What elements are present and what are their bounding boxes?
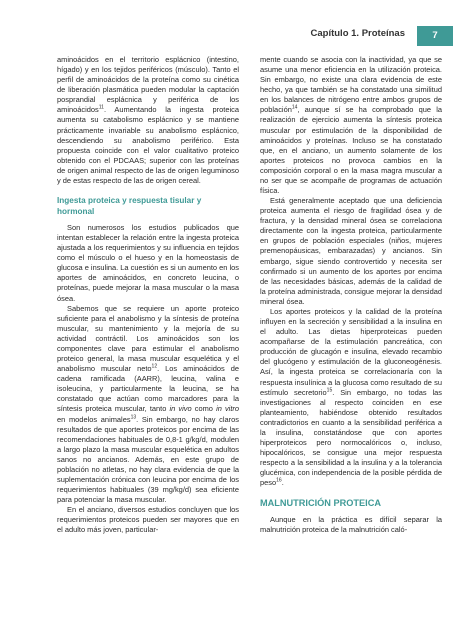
citation-ref: 11: [98, 104, 104, 111]
left-column: [57, 55, 239, 535]
paragraph: Sabemos que se requiere un aporte proteico suficiente para el anabolismo y la síntesis de proteína muscular, su mantenimiento y la mejoría de su actividad contráctil. Los aminoácidos son los componentes clave para estimular el anabolismo proteico general, la masa muscular esquelética y el anabolismo muscular neto$^{12}$. Los aminoácidos de cadena ramificada (AARR), leucina, valina e isoleucina, y particularmente la leucina, se ha constatado que actúan como marcadores para la síntesis proteica muscular, tanto in vivo como in vitro en modelos animales$^{13}$. Sin embargo, no hay claros resultados de que aportes proteicos por encima de las recomendaciones habituales de 0,8-1 g/kg/d, modulen a largo plazo la masa muscular esquelética en adultos sanos no ancianos. Además, en este grupo de población no atletas, no hay clara evidencia de que la suplementación crónica con leucina por encima de los requerimientos habituales (39 mg/kg/d) sea eficiente para potenciar la masa muscular.: [57, 303, 240, 505]
paragraph: Aunque en la práctica es difícil separar la malnutrición proteica de la malnutrición caló-: [260, 515, 442, 535]
page-number: 7: [417, 26, 453, 46]
section-heading: Ingesta proteica y respuesta tisular y hormonal: [57, 196, 202, 216]
citation-ref: 14: [291, 104, 298, 111]
citation-ref: 13: [130, 414, 137, 421]
paragraph: Los aportes proteicos y la calidad de la proteína influyen en la secreción y sensibilidad a la insulina en el adulto. Las dietas hiperproteicas pueden acompañarse de la estimulación pancreática, con producción de glucagón e insulina, elevado recambio del glucógeno y estimulación de la gluconeogénesis. Así, la ingesta proteica se correlacionaría con la respuesta insulínica a la glucosa como resultado de su estímulo secretorio$^{15}$. Sin embargo, no todas las investigaciones al respecto coinciden en ese planteamiento, habiéndose obtenido resultados contradictorios en cuanto a la sensibilidad periférica a la insulina, constatándose que con aportes hiperproteicos pero normocalóricos o, incluso, hipocalóricos, se consigue una mejor respuesta respecto a la sensibilidad a la insulina y a la tolerancia glucémica, con independencia de la posible pérdida de peso$^{16}$.: [260, 306, 442, 488]
citation-ref: 16: [276, 477, 282, 484]
section-heading: MALNUTRICIÓN PROTEICA: [260, 498, 381, 509]
paragraph: En el anciano, diversos estudios concluyen que los requerimientos proteicos pueden ser mayores que en el adulto más joven, particular-: [57, 505, 239, 535]
chapter-title: Capítulo 1. Proteínas: [310, 28, 405, 39]
paragraph: Son numerosos los estudios publicados que intentan establecer la relación entre la ingesta proteica ajustada a los requerimientos y su influencia en tejidos como el músculo o el hueso y en la homeostasis de glucosa e insulina. La cuestión es si un aumento en los aportes de aminoácidos, en concreto leucina, o proteínas, puede mejorar la masa muscular o la masa ósea.: [57, 223, 239, 303]
paragraph: aminoácidos en el territorio esplácnico (intestino, hígado) y en los tejidos periféricos (músculo). Tanto el perfil de aminoácidos de la proteína como su cinética de liberación plasmática pueden modular la captación posprandial esplácnica y periférica de los aminoácidos$^{11}$. Aumentando la ingesta proteica aumenta su catabolismo esplácnico y se mantiene prácticamente invariable su anabolismo esplácnico, descendiendo su anabolismo periférico. Esta propuesta coincide con el valor cualitativo proteico obtenido con el PDCAAS; superior con las proteínas de origen animal respecto de las de origen leguminoso y de estas respecto de las de origen cereal.: [57, 55, 239, 185]
citation-ref: 12: [151, 363, 158, 370]
right-column: [260, 55, 442, 536]
page-header: [0, 26, 453, 46]
paragraph: Está generalmente aceptado que una deficiencia proteica aumenta el riesgo de fragilidad ósea y de fractura, y la densidad mineral ósea se correlaciona directamente con la ingesta proteica, particularmente en grupos de población especiales (niños, mujeres premenopáusicas, embarazadas) y ancianos. Sin embargo, sigue siendo controvertido y necesita ser confirmado si un aumento de los aportes por encima de las necesidades básicas, además de la calidad de la proteína administrada, consigue mejorar la densidad mineral ósea.: [260, 196, 442, 306]
paragraph: mente cuando se asocia con la inactividad, ya que se asume una menor eficiencia en la utilización proteica. Sin embargo, no existe una clara evidencia de este hecho, ya que también se ha constatado una similitud en los balances de nitrógeno entre ambos grupos de población$^{14}$, aunque sí se ha comprobado que la realización de ejercicio aumenta la síntesis proteica muscular por estimulación de la disponibilidad de aminoácidos y proteínas. Incluso se ha constatado que, en el anciano, un aumento solamente de los aportes proteicos no provoca cambios en la composición corporal o en la masa magra muscular a no ser que se acompañe de programas de actuación física.: [260, 55, 442, 196]
citation-ref: 15: [326, 387, 333, 394]
